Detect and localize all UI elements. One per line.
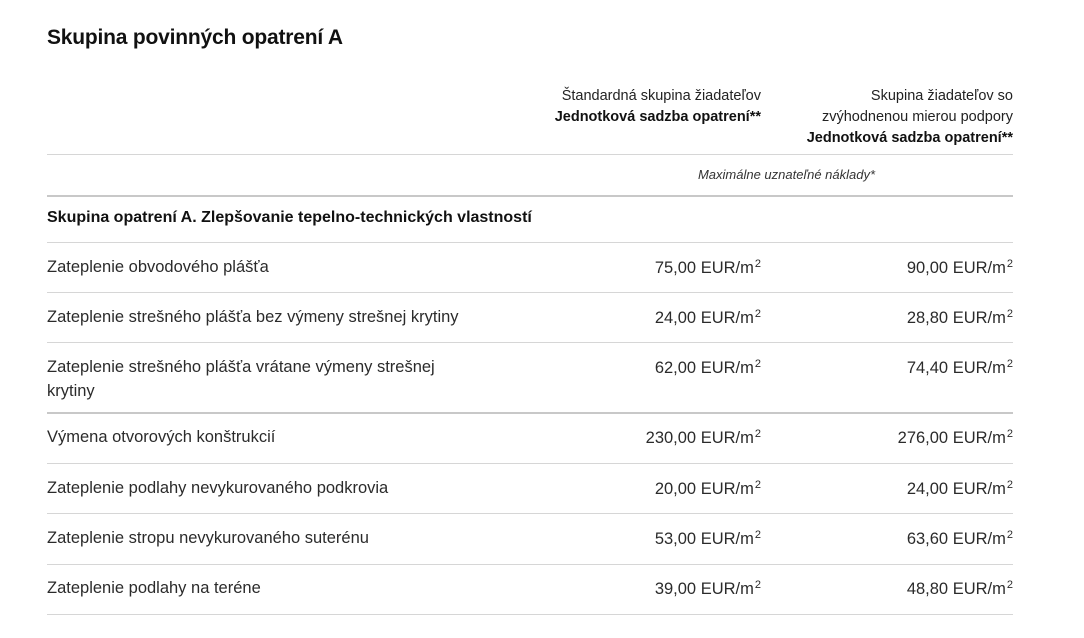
divider (47, 463, 1013, 464)
table-cell-preferential: 24,00 EUR/$m^2$ (906, 479, 1013, 498)
divider (47, 342, 1013, 343)
table-cell-preferential: 74,40 EUR/$m^2$ (906, 358, 1013, 377)
table-cell-preferential: 276,00 EUR/$m^2$ (897, 428, 1013, 447)
divider (47, 614, 1013, 615)
divider (47, 564, 1013, 565)
table-cell-preferential: 63,60 EUR/$m^2$ (906, 529, 1013, 548)
divider (47, 513, 1013, 514)
table-cell-preferential: 28,80 EUR/$m^2$ (906, 308, 1013, 327)
table-cell-standard: 53,00 EUR/$m^2$ (654, 529, 761, 548)
section-title: Skupina opatrení A. Zlepšovanie tepelno-technických vlastností (47, 209, 532, 226)
divider (47, 195, 1013, 197)
page-title: Skupina povinných opatrení A (47, 26, 343, 49)
table-cell-standard: 230,00 EUR/$m^2$ (645, 428, 761, 447)
table-row-label: Zateplenie podlahy nevykurovaného podkrovia (47, 479, 389, 497)
cost-note: Maximálne uznateľné náklady* (697, 167, 876, 182)
table-cell-standard: 24,00 EUR/$m^2$ (654, 308, 761, 327)
table-cell-standard: 39,00 EUR/$m^2$ (654, 579, 761, 598)
table-row-label: Zateplenie podlahy na teréne (47, 579, 261, 597)
table-cell-preferential: 48,80 EUR/$m^2$ (906, 579, 1013, 598)
column-header-standard (555, 86, 761, 128)
table-row-label: Zateplenie obvodového plášťa (47, 258, 269, 276)
table-row-label: Zateplenie strešného plášťa bez výmeny strešnej krytiny (47, 308, 459, 326)
table-row-label: Výmena otvorových konštrukcií (47, 428, 276, 446)
table-cell-standard: 62,00 EUR/$m^2$ (654, 358, 761, 377)
column-header-preferential (807, 86, 1013, 149)
table-cell-standard: 75,00 EUR/$m^2$ (654, 258, 761, 277)
column-group-preferential-line1: Skupina žiadateľov so (870, 88, 1013, 104)
table-cell-preferential: 90,00 EUR/$m^2$ (906, 258, 1013, 277)
column-group-preferential-line2: zvýhodnenou mierou podpory (821, 109, 1013, 125)
divider (47, 292, 1013, 293)
table-row-label: Zateplenie strešného plášťa vrátane výmeny strešnej krytiny (47, 358, 435, 400)
column-label-standard: Jednotková sadzba opatrení** (554, 109, 761, 125)
divider (47, 242, 1013, 243)
table-cell-standard: 20,00 EUR/$m^2$ (654, 479, 761, 498)
divider (47, 154, 1013, 155)
divider (47, 412, 1013, 414)
column-label-preferential: Jednotková sadzba opatrení** (806, 130, 1013, 146)
table-row-label: Zateplenie stropu nevykurovaného suterénu (47, 529, 369, 547)
column-group-standard: Štandardná skupina žiadateľov (561, 88, 761, 104)
